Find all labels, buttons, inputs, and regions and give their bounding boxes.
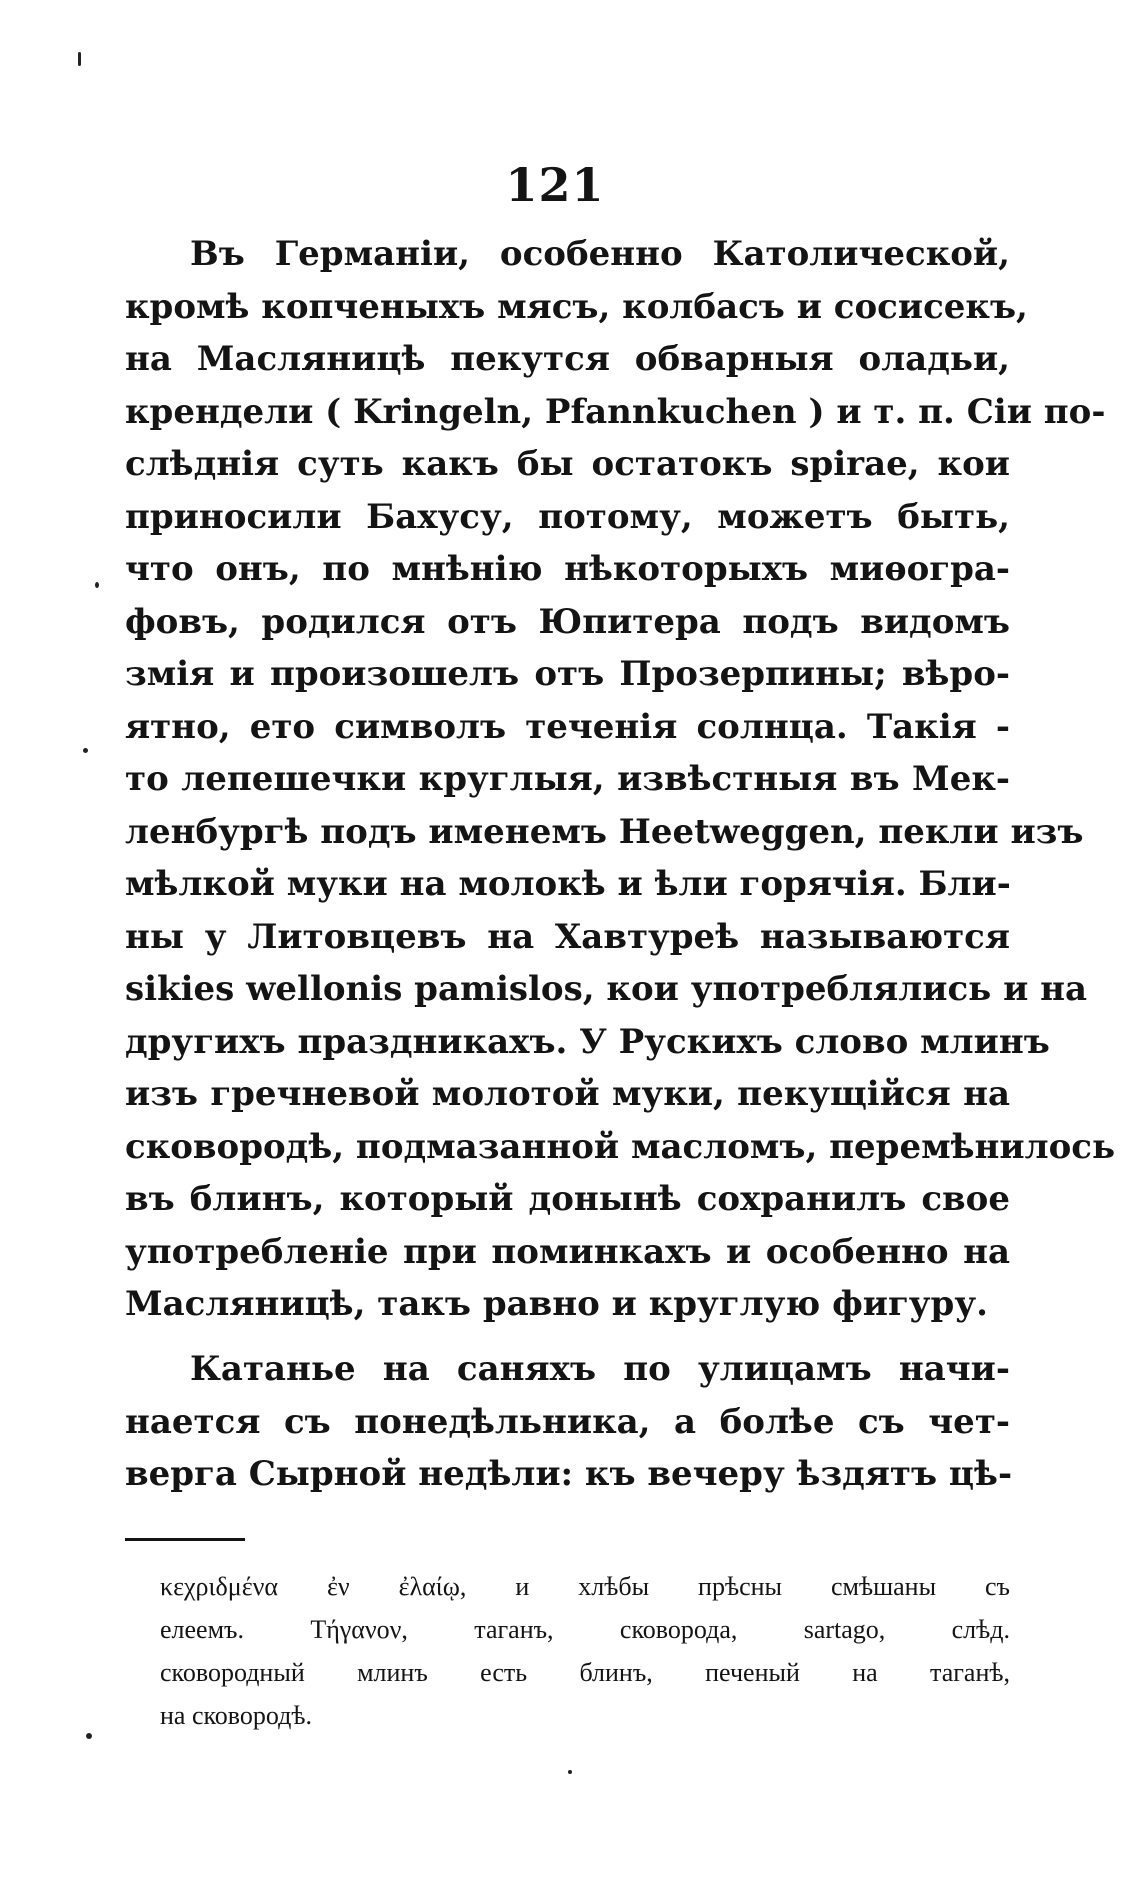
- text-line: змія и произошелъ отъ Прозерпины; вѣро-: [125, 654, 1010, 694]
- paragraph-sledding: [125, 1343, 1013, 1501]
- page-number: 121: [505, 158, 605, 212]
- footnote-divider: [125, 1538, 245, 1541]
- footnote-line: на сковородѣ.: [160, 1701, 313, 1730]
- text-line: изъ гречневой молотой муки, пекущійся на: [125, 1074, 1010, 1114]
- scan-speck: [95, 582, 99, 588]
- scan-speck: [78, 52, 81, 66]
- footnote-line: κεχριδμένα ἐν ἐλαίῳ, и хлѣбы прѣсны смѣшаны съ: [160, 1572, 1010, 1601]
- text-line: употребленіе при поминкахъ и особенно на: [125, 1231, 1010, 1272]
- text-line: другихъ праздникахъ. У Рускихъ слово млинъ: [125, 1021, 1050, 1062]
- text-line: то лепешечки круглыя, извѣстныя въ Мек-: [125, 759, 1010, 799]
- text-line: ны у Литовцевъ на Хавтуреѣ называются: [125, 916, 1010, 957]
- text-line: кромѣ копченыхъ мясъ, колбасъ и сосисекъ,: [125, 286, 1028, 327]
- scan-speck: [86, 1733, 92, 1739]
- scan-speck: [83, 748, 88, 753]
- text-line: мѣлкой муки на молокѣ и ѣли горячія. Бли-: [125, 864, 1011, 904]
- text-line: Катанье на саняхъ по улицамъ начи-: [190, 1349, 1010, 1389]
- text-line: крендели ( Kringeln, Pfannkuchen ) и т. п. Сіи по-: [125, 391, 1106, 432]
- text-line: нается съ понедѣльника, а болѣе съ чет-: [125, 1401, 1010, 1442]
- text-line: ятно, ето символъ теченія солнца. Такія -: [125, 706, 1010, 747]
- text-line: сковородѣ, подмазанной масломъ, перемѣнилось: [125, 1126, 1116, 1167]
- text-line: слѣднія суть какъ бы остатокъ spirae, кои: [125, 444, 1010, 484]
- text-line: ленбургѣ подъ именемъ Heetweggen, пекли изъ: [125, 811, 1084, 852]
- text-line: на Масляницѣ пекутся обварныя оладьи,: [125, 339, 1010, 379]
- paragraph-maslenitsa: [125, 228, 1116, 1331]
- footnote-line: сковородный млинъ есть блинъ, печеный на таганѣ,: [160, 1658, 1010, 1687]
- footnote: [160, 1565, 1010, 1737]
- text-line: Въ Германіи, особенно Католической,: [190, 234, 1010, 274]
- text-line: верга Сырной недѣли: къ вечеру ѣздятъ цѣ-: [125, 1454, 1013, 1494]
- text-line: въ блинъ, который донынѣ сохранилъ свое: [125, 1179, 1010, 1219]
- footnote-line: елеемъ. Τήγανον, таганъ, сковорода, sartago, слѣд.: [160, 1615, 1010, 1644]
- text-line: фовъ, родился отъ Юпитера подъ видомъ: [125, 601, 1010, 642]
- text-line: sikies wellonis pamislos, кои употреблялись и на: [125, 969, 1088, 1009]
- text-line: приносили Бахусу, потому, можетъ быть,: [125, 496, 1010, 537]
- text-line: Масляницѣ, такъ равно и круглую фигуру.: [125, 1284, 988, 1324]
- text-line: что онъ, по мнѣнію нѣкоторыхъ миѳогра-: [125, 549, 1010, 589]
- scan-speck: [568, 1770, 572, 1774]
